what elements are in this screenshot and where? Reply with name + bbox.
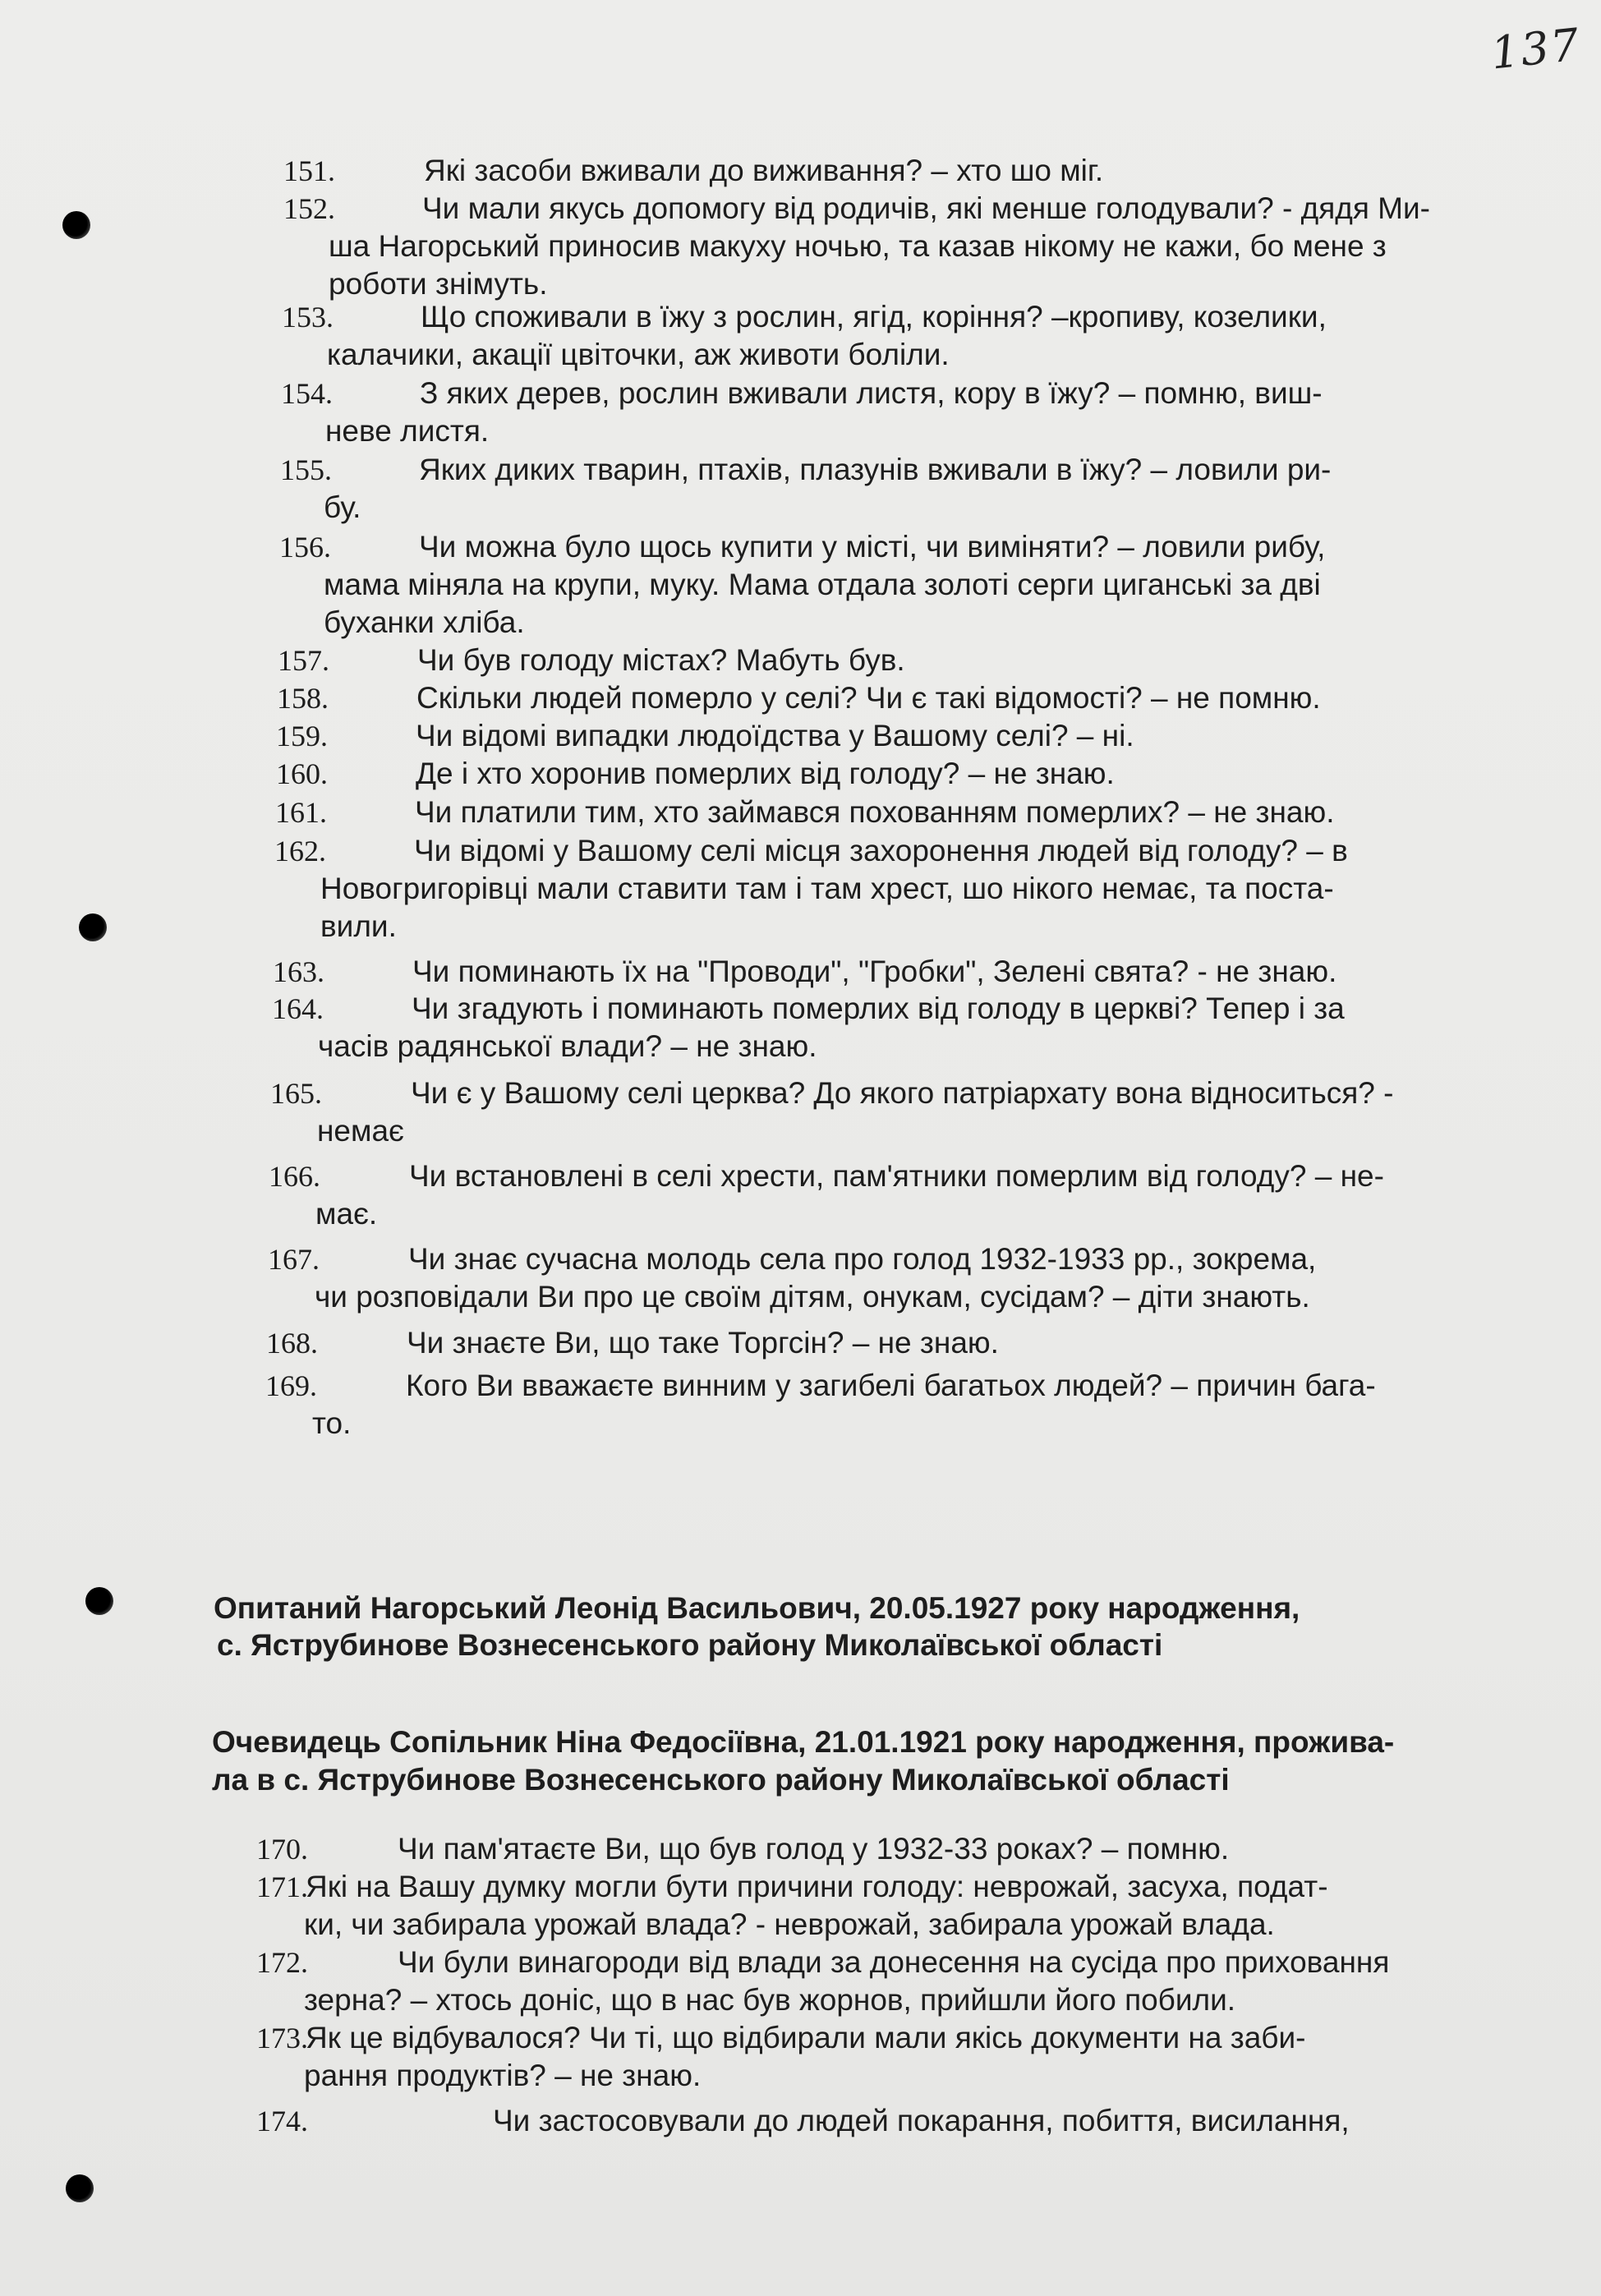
- question-number: 172.: [256, 1946, 308, 1979]
- question-number: 151.: [283, 154, 335, 187]
- question-text: Чи відомі випадки людоїдства у Вашому селі? – ні.: [416, 719, 1134, 752]
- question-text: Чи згадують і поминають померлих від голоду в церкві? Тепер і за: [412, 992, 1345, 1025]
- question-continuation: часів радянської влади? – не знаю.: [318, 1029, 817, 1063]
- question-number: 153.: [282, 301, 334, 334]
- question-number: 152.: [283, 192, 335, 225]
- question-text: Чи знає сучасна молодь села про голод 1932-1933 рр., зокрема,: [408, 1242, 1317, 1276]
- question-number: 171.: [256, 1870, 308, 1903]
- punch-hole: [79, 913, 107, 941]
- question-text: Скільки людей померло у селі? Чи є такі відомості? – не помню.: [416, 681, 1321, 715]
- question-continuation: має.: [315, 1197, 378, 1231]
- question-continuation: зерна? – хтось доніс, що в нас був жорнов, прийшли його побили.: [304, 1983, 1236, 2017]
- question-text: Кого Ви вважаєте винним у загибелі багатьох людей? – причин бага-: [406, 1369, 1376, 1402]
- question-text: Чи знаєте Ви, що таке Торгсін? – не знаю.: [407, 1326, 999, 1360]
- question-text: Які засоби вживали до виживання? – хто шо міг.: [424, 154, 1104, 187]
- question-continuation: мама міняла на крупи, муку. Мама отдала золоті серги циганські за дві: [324, 568, 1321, 601]
- question-continuation: калачики, акації цвіточки, аж животи боліли.: [327, 338, 950, 371]
- question-number: 157.: [278, 644, 329, 677]
- question-number: 163.: [273, 955, 324, 988]
- question-text: Чи платили тим, хто займався похованням померлих? – не знаю.: [415, 795, 1335, 829]
- question-text: Чи були винагороди від влади за донесення на сусіда про приховання: [398, 1945, 1390, 1979]
- question-text: Де і хто хоронив померлих від голоду? – не знаю.: [416, 757, 1115, 790]
- question-text: Яких диких тварин, птахів, плазунів вживали в їжу? – ловили ри-: [419, 453, 1332, 486]
- question-text: З яких дерев, рослин вживали листя, кору в їжу? – помню, виш-: [420, 376, 1323, 410]
- question-number: 170.: [256, 1833, 308, 1866]
- question-continuation: то.: [312, 1406, 352, 1440]
- question-continuation: вили.: [320, 909, 397, 943]
- punch-hole: [85, 1587, 113, 1615]
- question-continuation: роботи знімуть.: [329, 267, 548, 301]
- question-continuation: Новогригорівці мали ставити там і там хрест, шо нікого немає, та поста-: [320, 872, 1334, 905]
- question-text: Чи встановлені в селі хрести, пам'ятники померлим від голоду? – не-: [409, 1159, 1384, 1193]
- question-text: Чи відомі у Вашому селі місця захоронення людей від голоду? – в: [414, 834, 1348, 867]
- question-text: Як це відбувалося? Чи ті, що відбирали мали якісь документи на заби-: [306, 2021, 1306, 2054]
- question-number: 167.: [268, 1243, 320, 1276]
- question-number: 158.: [277, 682, 329, 715]
- question-continuation: неве листя.: [325, 414, 490, 448]
- question-text: Чи можна було щось купити у місті, чи виміняти? – ловили рибу,: [419, 530, 1326, 564]
- question-number: 159.: [276, 720, 328, 752]
- question-text: Які на Вашу думку могли бути причини голоду: неврожай, засуха, подат-: [306, 1870, 1328, 1903]
- question-text: Чи поминають їх на "Проводи", "Гробки", Зелені свята? - не знаю.: [412, 955, 1337, 988]
- question-number: 174.: [256, 2105, 308, 2137]
- question-number: 164.: [272, 992, 324, 1025]
- question-number: 162.: [274, 835, 326, 867]
- question-continuation: буханки хліба.: [324, 605, 525, 639]
- question-number: 154.: [281, 377, 333, 410]
- question-number: 160.: [276, 757, 328, 790]
- question-number: 165.: [270, 1077, 322, 1110]
- question-number: 173.: [256, 2022, 308, 2054]
- question-continuation: ша Нагорський приносив макуху ночью, та казав нікому не кажи, бо мене з: [329, 229, 1387, 263]
- question-number: 169.: [265, 1369, 317, 1402]
- punch-hole: [62, 211, 90, 239]
- question-number: 161.: [275, 796, 327, 829]
- question-text: Чи пам'ятаєте Ви, що був голод у 1932-33 роках? – помню.: [398, 1832, 1230, 1866]
- question-number: 166.: [269, 1160, 320, 1193]
- punch-hole: [66, 2174, 94, 2202]
- question-number: 156.: [279, 531, 331, 564]
- question-continuation: ки, чи забирала урожай влада? - неврожай, забирала урожай влада.: [304, 1907, 1275, 1941]
- question-continuation: немає: [317, 1114, 404, 1148]
- question-text: Чи є у Вашому селі церква? До якого патріархату вона відноситься? -: [411, 1076, 1394, 1110]
- witness-line-1: Очевидець Сопільник Ніна Федосіївна, 21.01.1921 року народження, прожива-: [212, 1725, 1395, 1759]
- interviewee-line-2: с. Яструбинове Вознесенського району Миколаївської області: [217, 1628, 1163, 1662]
- question-text: Чи був голоду містах? Мабуть був.: [417, 643, 905, 677]
- question-number: 155.: [280, 453, 332, 486]
- question-text: Чи мали якусь допомогу від родичів, які менше голодували? - дядя Ми-: [422, 191, 1430, 225]
- question-number: 168.: [266, 1327, 318, 1360]
- question-continuation: бу.: [324, 490, 361, 524]
- question-text: Чи застосовували до людей покарання, побиття, висилання,: [493, 2104, 1350, 2137]
- question-continuation: рання продуктів? – не знаю.: [304, 2059, 702, 2092]
- question-text: Що споживали в їжу з рослин, ягід, коріння? –кропиву, козелики,: [421, 300, 1327, 334]
- interviewee-line-1: Опитаний Нагорський Леонід Васильович, 20.05.1927 року народження,: [214, 1591, 1300, 1625]
- handwritten-page-number: 137: [1488, 18, 1584, 80]
- question-continuation: чи розповідали Ви про це своїм дітям, онукам, сусідам? – діти знають.: [315, 1280, 1310, 1314]
- witness-line-2: ла в с. Яструбинове Вознесенського району Миколаївської області: [212, 1763, 1230, 1797]
